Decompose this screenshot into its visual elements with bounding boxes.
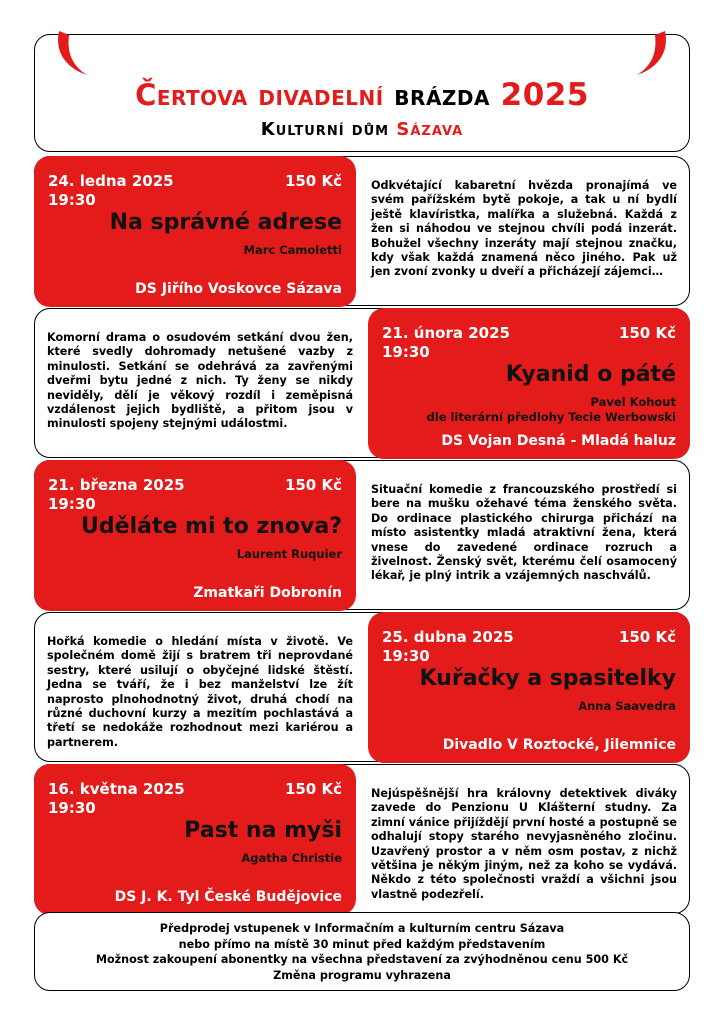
event-card-2: [34, 308, 690, 458]
footer-line-changes: Změna programu vyhrazena: [273, 968, 451, 982]
theatre-company: DS J. K. Tyl České Budějovice: [114, 889, 342, 905]
event-card-3: [34, 460, 690, 610]
event-date: 21. února 2025: [382, 324, 510, 342]
title-part-red: Čertova divadelní: [135, 78, 384, 112]
event-date: 25. dubna 2025: [382, 628, 514, 646]
event-card-4: [34, 612, 690, 762]
event-date-time: [48, 476, 185, 514]
event-price: 150 Kč: [284, 172, 342, 190]
event-time: 19:30: [48, 495, 96, 513]
event-date: 21. března 2025: [48, 476, 185, 494]
footer-line-presale: Předprodej vstupenek v Informačním a kulturním centru Sázava: [159, 922, 565, 935]
theatre-company: Zmatkaři Dobronín: [193, 585, 342, 601]
subtitle-venue: Kulturní dům: [260, 119, 390, 140]
event-date-time: [382, 628, 514, 666]
play-description: Komorní drama o osudovém setkání dvou žen, které svedly dohromady netušené vazby z minulosti. Setkání se odehrává za zavřenými dveřmi bytu jedné z nich. Ty ženy se nikdy neviděly, dělí je věkový rozdíl i zeměpisná vzdálenost jejich bydliště, a přitom jsou v minulosti spojeny stejnými událostmi.: [47, 331, 353, 431]
play-author: Pavel Kohout: [590, 395, 676, 409]
play-description: Hořká komedie o hledání místa v životě. Ve společném domě žijí s bratrem tři neprovdané sestry, které usilují o obyčejné lidské štěstí. Jedna se tváří, že i bez manželství lze žít naprosto plnohodnotný život, druhá chodí na různé duchovní kurzy a mezitím pochlastává a třetí se nedokáže rozhodnout mezi kariérou a partnerem.: [47, 635, 353, 749]
page-title: [35, 77, 689, 113]
event-info-panel: [368, 612, 690, 763]
play-source: dle literární předlohy Tecie Werbowski: [426, 410, 676, 424]
devil-horn-right-icon: [631, 31, 671, 77]
event-date: 24. ledna 2025: [48, 172, 174, 190]
theatre-company: DS Jiřího Voskovce Sázava: [135, 281, 342, 297]
event-time: 19:30: [48, 191, 96, 209]
play-title: Kuřačky a spasitelky: [419, 666, 676, 691]
title-year: 2025: [500, 77, 589, 113]
theatre-company: Divadlo V Roztocké, Jilemnice: [442, 737, 676, 753]
event-info-panel: [34, 460, 356, 611]
footer-info: [35, 921, 689, 983]
footer-box: [34, 912, 690, 991]
play-author-block: [427, 395, 676, 425]
subtitle-town: Sázava: [396, 119, 464, 140]
event-price: 150 Kč: [284, 780, 342, 798]
event-price: 150 Kč: [618, 324, 676, 342]
footer-line-onsite: nebo přímo na místě 30 minut před každým představením: [178, 937, 546, 951]
event-info-panel: [368, 308, 690, 459]
event-card-1: [34, 156, 690, 306]
title-part-black: brázda: [394, 78, 491, 112]
play-author: Marc Camoletti: [243, 243, 342, 257]
play-author: Anna Saavedra: [578, 699, 676, 713]
play-description: Situační komedie z francouzského prostředí si bere na mušku ožehavé téma ženského světa. Do ordinace plastického chirurga přichází na místo asistentky mladá atraktivní žena, která vnese do zavedené ordinace rozruch a živelnost. Ženský svět, kterému čelí osamocený lékař, je plný intrik a vzájemných naschválů.: [371, 483, 677, 583]
event-time: 19:30: [48, 799, 96, 817]
devil-horn-left-icon: [53, 31, 93, 77]
event-info-panel: [34, 764, 356, 915]
event-card-5: [34, 764, 690, 914]
play-description: Odkvétající kabaretní hvězda pronajímá ve svém pařížském bytě pokoje, a tak u ní bydlí ještě klavíristka, malířka a služebná. Každá z žen si náhodou ve stejnou chvíli podá inzerát. Bohužel všechny inzeráty mají stejnou značku, kdy však každá znamená něco jiného. Pak už jen zvoní zvonky u dveří a přicházejí zájemci…: [371, 179, 677, 279]
page-subtitle: [35, 119, 689, 140]
theatre-company: DS Vojan Desná - Mladá haluz: [441, 433, 676, 449]
event-date: 16. května 2025: [48, 780, 185, 798]
footer-line-subscription: Možnost zakoupení abonentky na všechna představení za zvýhodněnou cenu 500 Kč: [95, 953, 629, 966]
play-author: Agatha Christie: [241, 851, 342, 865]
play-title: Past na myši: [184, 818, 342, 843]
play-description: Nejúspěšnější hra královny detektivek diváky zavede do Penzionu U Klášterní studny. Za zimní vánice přijíždějí první hosté a postupně se odhalují stopy starého nevyjasněného zločinu. Uzavřený prostor a v něm osm postav, z nichž většina je někým jiným, než za koho se vydává. Někdo z této společnosti vraždí a všichni jsou vlastně podezřelí.: [371, 787, 677, 901]
play-title: Uděláte mi to znova?: [81, 514, 342, 539]
event-price: 150 Kč: [284, 476, 342, 494]
play-title: Na správné adrese: [109, 210, 342, 235]
header-box: [34, 34, 690, 152]
event-date-time: [48, 780, 185, 818]
event-time: 19:30: [382, 647, 430, 665]
event-date-time: [48, 172, 174, 210]
event-price: 150 Kč: [618, 628, 676, 646]
play-title: Kyanid o páté: [505, 362, 676, 387]
event-time: 19:30: [382, 343, 430, 361]
event-date-time: [382, 324, 510, 362]
event-info-panel: [34, 156, 356, 307]
play-author: Laurent Ruquier: [236, 547, 342, 561]
